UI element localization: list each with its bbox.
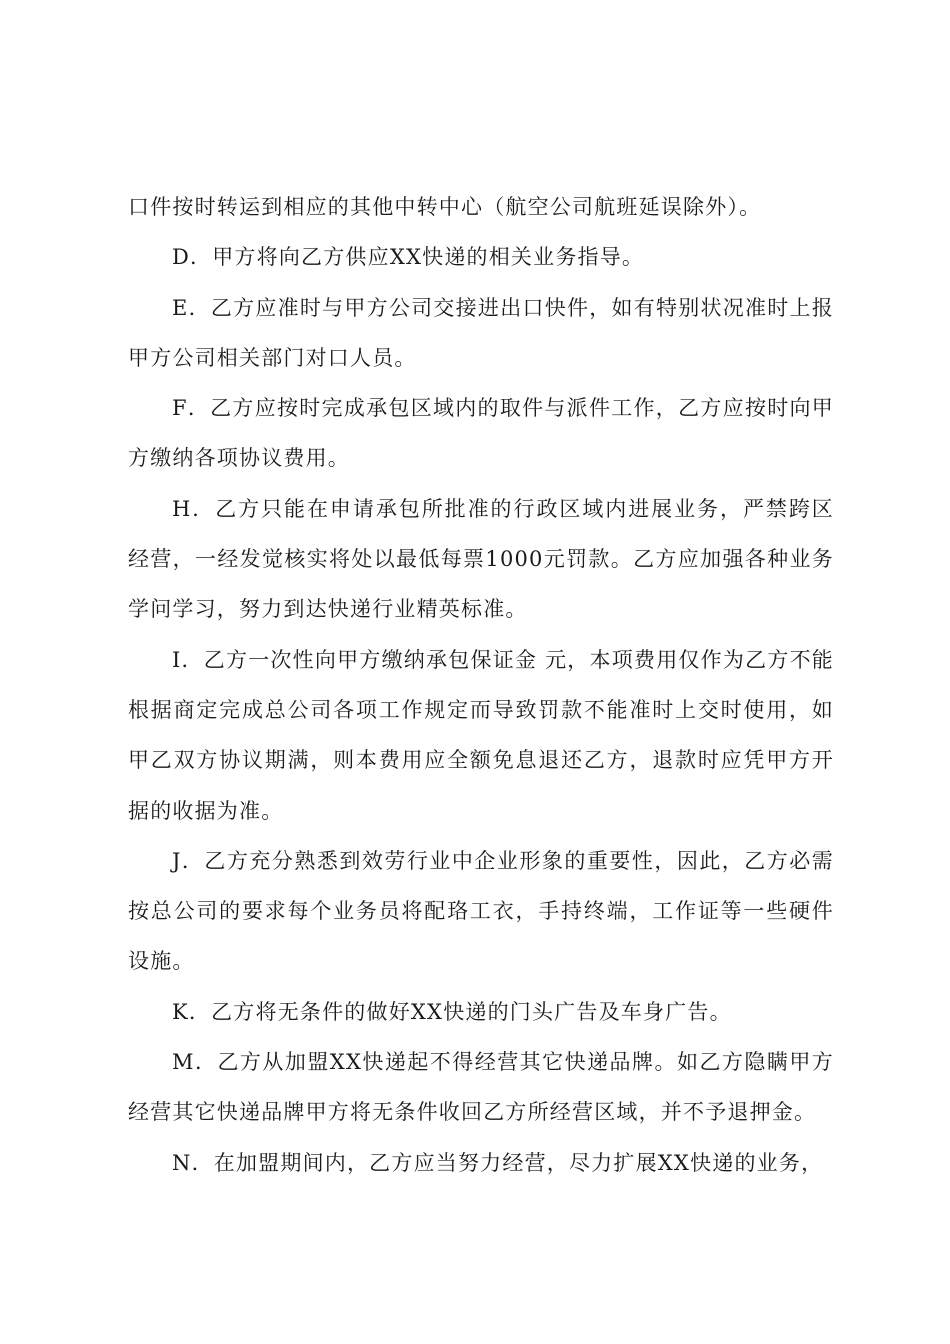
paragraph-n: N．在加盟期间内，乙方应当努力经营，尽力扩展XX快递的业务， [172, 1150, 824, 1175]
document-body [128, 182, 834, 1188]
paragraph-d: D．甲方将向乙方供应XX快递的相关业务指导。 [172, 245, 645, 270]
paragraph-j: J．乙方充分熟悉到效劳行业中企业形象的重要性，因此，乙方必需按总公司的要求每个业务员将配珞工衣，手持终端，工作证等一些硬件设施。 [128, 848, 834, 974]
paragraph-e: E．乙方应准时与甲方公司交接进出口快件，如有特别状况准时上报甲方公司相关部门对口人员。 [128, 295, 834, 370]
paragraph-i: I．乙方一次性向甲方缴纳承包保证金 元，本项费用仅作为乙方不能根据商定完成总公司各项工作规定而导致罚款不能准时上交时使用，如甲乙双方协议期满，则本费用应全额免息退还乙方，退款时应凭甲方开据的收据为准。 [128, 647, 834, 823]
paragraph-m: M．乙方从加盟XX快递起不得经营其它快递品牌。如乙方隐瞒甲方经营其它快递品牌甲方将无条件收回乙方所经营区域，并不予退押金。 [128, 1050, 834, 1125]
paragraph-h: H．乙方只能在申请承包所批准的行政区域内进展业务，严禁跨区经营，一经发觉核实将处以最低每票1000元罚款。乙方应加强各种业务学问学习，努力到达快递行业精英标准。 [128, 496, 834, 622]
paragraph-f: F．乙方应按时完成承包区域内的取件与派件工作，乙方应按时向甲方缴纳各项协议费用。 [128, 396, 834, 471]
paragraph-k: K．乙方将无条件的做好XX快递的门头广告及车身广告。 [172, 999, 732, 1024]
paragraph-continuation: 口件按时转运到相应的其他中转中心（航空公司航班延误除外）。 [128, 195, 762, 219]
